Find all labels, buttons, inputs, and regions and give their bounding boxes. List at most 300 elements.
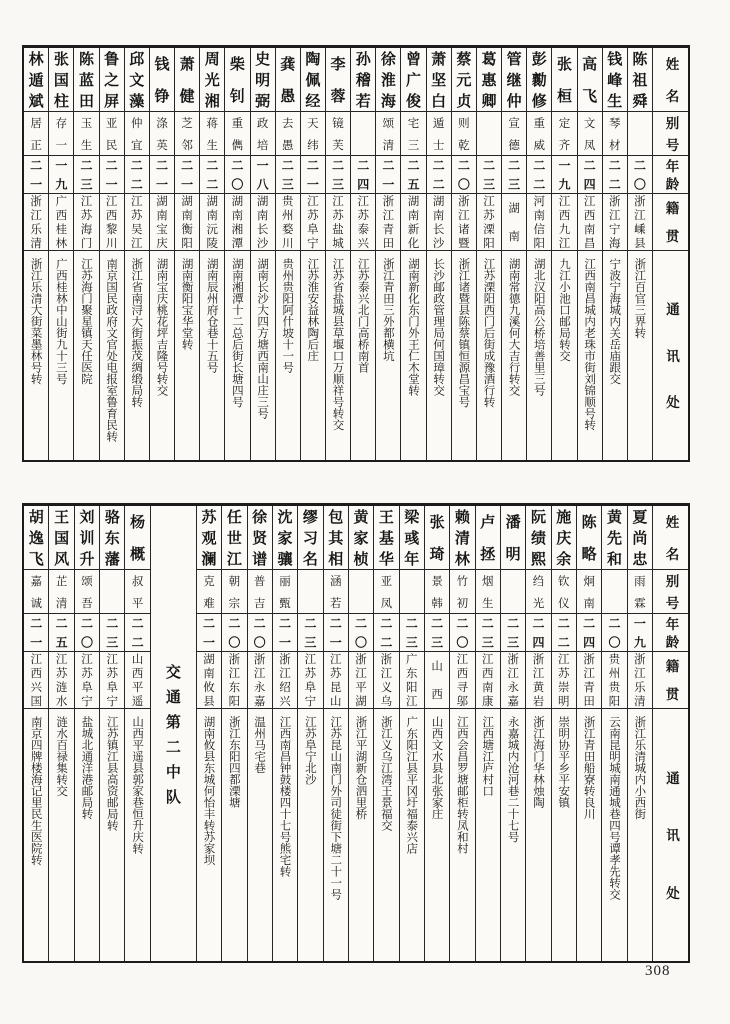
person-column <box>99 48 124 460</box>
alias-cell-char: 仲 <box>129 117 144 129</box>
alias-cell <box>49 112 73 156</box>
native-place-cell-char: 山 <box>430 660 445 672</box>
native-place-cell-char: 化 <box>406 237 421 249</box>
age-cell-char: 〇 <box>454 635 469 648</box>
age-cell <box>628 156 652 194</box>
native-place-cell-char: 江 <box>79 653 94 665</box>
contact-cell-text: 浙江海门华林烛陶 <box>531 716 546 808</box>
native-place-cell-char: 江 <box>303 653 318 665</box>
name-cell-char: 先 <box>604 530 623 545</box>
name-cell <box>578 48 602 112</box>
name-cell-char: 彭 <box>529 51 548 66</box>
header-contact-label-char: 处 <box>663 395 679 409</box>
name-cell <box>376 48 400 112</box>
age-cell <box>477 156 501 194</box>
header-age-label <box>653 156 688 194</box>
alias-cell-char: 南 <box>582 596 597 608</box>
person-column <box>424 506 449 961</box>
native-place-cell <box>301 194 325 251</box>
name-cell-char: 桓 <box>554 87 573 103</box>
age-cell-char: 一 <box>154 177 169 190</box>
native-place-cell-char: 泰 <box>356 223 371 235</box>
age-cell-char: 一 <box>305 177 320 190</box>
native-place-cell <box>100 652 124 709</box>
name-cell-char: 王 <box>52 509 71 524</box>
age-cell-char: 一 <box>328 635 343 648</box>
contact-cell <box>222 709 246 961</box>
alias-cell-char: 诚 <box>29 596 44 608</box>
native-place-cell-char: 苏 <box>105 667 120 679</box>
native-place-cell-char: 南 <box>180 209 195 221</box>
alias-cell-char: 乾 <box>456 138 471 150</box>
age-cell <box>349 614 373 652</box>
age-cell <box>150 156 174 194</box>
age-cell <box>100 614 124 652</box>
name-cell-char: 王 <box>376 509 395 524</box>
age-cell-char: 三 <box>104 635 119 648</box>
native-place-cell-char: 信 <box>532 223 547 235</box>
person-column <box>476 48 501 460</box>
age-cell-char: 一 <box>53 159 68 172</box>
age-cell-char: 二 <box>506 159 521 172</box>
age-cell <box>527 156 551 194</box>
native-place-cell <box>477 194 501 251</box>
native-place-cell-char: 嘉 <box>506 695 521 707</box>
person-column <box>627 506 652 961</box>
name-cell <box>251 48 275 112</box>
alias-cell-char: 烟 <box>480 575 495 587</box>
native-place-cell-char: 山 <box>130 653 145 665</box>
native-place-cell-char: 浙 <box>456 195 471 207</box>
person-column <box>149 48 174 460</box>
alias-cell <box>501 570 525 614</box>
name-cell-char: 藩 <box>102 551 121 566</box>
native-place-cell <box>326 194 350 251</box>
name-cell-char: 黄 <box>351 509 370 524</box>
contact-cell <box>400 709 424 961</box>
age-cell-char: 二 <box>531 159 546 172</box>
age-cell-char: 二 <box>456 159 471 172</box>
age-cell <box>578 156 602 194</box>
alias-cell-char: 居 <box>29 117 44 129</box>
native-place-cell-char: 绍 <box>278 681 293 693</box>
alias-cell-char: 纬 <box>305 138 320 150</box>
contact-cell-text: 湖南攸县东城何怡丰转苏家坝 <box>202 716 217 866</box>
header-native-label <box>653 652 688 709</box>
native-place-cell-char: 苏 <box>556 667 571 679</box>
native-place-cell-char: 江 <box>557 195 572 207</box>
alias-cell-char: 邻 <box>180 138 195 150</box>
native-place-cell <box>251 194 275 251</box>
alias-cell <box>24 112 48 156</box>
contact-cell-text: 江苏泰兴北门高桥南首 <box>356 258 371 373</box>
native-place-cell-char: 林 <box>54 237 69 249</box>
native-place-cell-char: 乐 <box>29 223 44 235</box>
name-cell <box>401 48 425 112</box>
name-cell-char: 其 <box>326 530 345 545</box>
directory-table-bottom <box>22 503 690 963</box>
native-place-cell-char: 湖 <box>201 653 216 665</box>
native-place-cell-char: 岩 <box>531 695 546 707</box>
native-place-cell <box>49 194 73 251</box>
name-cell-char: 相 <box>326 551 345 566</box>
native-place-cell-char: 南 <box>230 209 245 221</box>
age-cell <box>577 614 601 652</box>
person-column <box>551 48 576 460</box>
header-alias-label-char: 号 <box>662 595 679 609</box>
alias-cell-char: 宅 <box>406 117 421 129</box>
native-place-cell-char: 义 <box>379 681 394 693</box>
alias-cell-char: 重 <box>230 117 245 129</box>
native-place-cell-char: 江 <box>480 653 495 665</box>
contact-cell <box>401 251 425 460</box>
age-cell <box>326 156 350 194</box>
name-cell-char: 舜 <box>630 93 649 108</box>
contact-cell <box>49 251 73 460</box>
native-place-cell-char: 苏 <box>356 209 371 221</box>
contact-cell <box>552 709 576 961</box>
alias-cell <box>603 112 627 156</box>
alias-cell-char: 儁 <box>230 138 245 150</box>
native-place-cell-char: 乐 <box>632 681 647 693</box>
name-cell-char: 明 <box>503 545 522 561</box>
native-place-cell-char: 婺 <box>280 223 295 235</box>
name-cell <box>49 506 73 570</box>
contact-cell-text: 九江小池口邮局转交 <box>557 258 572 362</box>
alias-cell <box>425 570 449 614</box>
native-place-cell-char: 江 <box>404 695 419 707</box>
name-cell <box>100 506 124 570</box>
contact-cell-text: 云南昆明城南通城巷四号谭孝先转交 <box>607 716 622 900</box>
header-contact-label-char: 讯 <box>663 828 679 842</box>
native-place-cell-char: 西 <box>430 688 445 700</box>
name-cell <box>527 48 551 112</box>
header-native-label <box>653 194 688 251</box>
native-place-cell-char: 长 <box>255 223 270 235</box>
native-place-cell-char: 东 <box>404 667 419 679</box>
alias-cell-char: 重 <box>532 117 547 129</box>
native-place-cell-char: 衡 <box>180 223 195 235</box>
age-cell <box>526 614 550 652</box>
native-place-cell-char: 西 <box>130 667 145 679</box>
header-age-label-char: 年 <box>662 616 679 630</box>
alias-cell-char: 颂 <box>79 575 94 587</box>
age-cell-char: 二 <box>277 617 292 630</box>
name-cell-char: 萧 <box>177 56 196 72</box>
native-place-cell-char: 南 <box>406 209 421 221</box>
header-age-label-char: 龄 <box>662 177 679 191</box>
person-column <box>525 506 550 961</box>
contact-cell <box>301 251 325 460</box>
person-column <box>272 506 297 961</box>
native-place-cell-char: 永 <box>252 681 267 693</box>
native-place-cell <box>225 194 249 251</box>
native-place-cell <box>577 652 601 709</box>
native-place-cell-char: 江 <box>252 667 267 679</box>
name-cell-char: 祖 <box>630 72 649 87</box>
native-place-cell-char: 浙 <box>632 195 647 207</box>
name-cell-char: 张 <box>427 514 446 530</box>
alias-cell-char: 愚 <box>280 138 295 150</box>
name-cell-char: 名 <box>300 551 319 566</box>
name-cell <box>400 506 424 570</box>
age-cell <box>248 614 272 652</box>
age-cell-char: 二 <box>129 159 144 172</box>
native-place-cell <box>452 194 476 251</box>
alias-cell-char: 镜 <box>331 117 346 129</box>
native-place-cell-char: 新 <box>406 223 421 235</box>
name-cell-char: 陈 <box>579 514 598 530</box>
section-divider-char: 中 <box>163 763 182 779</box>
name-cell-char: 屏 <box>102 93 121 108</box>
name-cell-char: 桢 <box>351 551 370 566</box>
header-alias-label-char: 别 <box>662 574 679 588</box>
name-cell-char: 潘 <box>503 514 522 530</box>
name-cell-char: 铮 <box>152 87 171 103</box>
native-place-cell-char: 攸 <box>201 681 216 693</box>
alias-cell <box>552 112 576 156</box>
native-place-cell-char: 苏 <box>79 667 94 679</box>
name-cell-char: 包 <box>326 509 345 524</box>
age-cell-char: 二 <box>607 159 622 172</box>
alias-cell <box>100 112 124 156</box>
name-cell-char: 略 <box>579 545 598 561</box>
name-cell-char: 施 <box>554 509 573 524</box>
alias-cell <box>526 570 550 614</box>
age-cell-char: 一 <box>201 635 216 648</box>
contact-cell-text: 浙江东阳四都溧塘 <box>227 716 242 808</box>
age-cell-char: 八 <box>255 177 270 190</box>
person-column <box>375 48 400 460</box>
name-cell-char: 健 <box>177 87 196 103</box>
age-cell-char: 一 <box>380 177 395 190</box>
name-cell <box>476 506 500 570</box>
name-cell <box>74 48 98 112</box>
contact-cell-text: 江苏海门聚星镇天任医院 <box>79 258 94 385</box>
page-number: 308 <box>645 963 671 979</box>
name-cell <box>49 48 73 112</box>
native-place-cell-char: 沅 <box>205 223 220 235</box>
contact-cell <box>527 251 551 460</box>
native-place-cell <box>125 652 149 709</box>
native-place-cell-char: 浙 <box>252 653 267 665</box>
contact-cell <box>628 709 652 961</box>
contact-cell <box>125 709 149 961</box>
alias-cell <box>225 112 249 156</box>
native-place-cell <box>628 652 652 709</box>
native-place-cell-char: 江 <box>105 653 120 665</box>
native-place-cell-char: 江 <box>354 667 369 679</box>
alias-cell-char: 生 <box>480 596 495 608</box>
native-place-cell-char: 河 <box>532 195 547 207</box>
age-cell-char: 二 <box>355 159 370 172</box>
person-column <box>348 506 373 961</box>
alias-cell-char: 政 <box>255 117 270 129</box>
native-place-cell-char: 湖 <box>431 195 446 207</box>
name-cell-char: 国 <box>51 72 70 87</box>
native-place-cell-char: 九 <box>557 223 572 235</box>
age-cell-char: 二 <box>78 159 93 172</box>
alias-cell-char: 三 <box>406 138 421 150</box>
native-place-cell-char: 江 <box>632 209 647 221</box>
contact-cell-text: 广东阳江县平冈圩福泰兴店 <box>405 716 420 854</box>
name-cell-char: 卢 <box>478 514 497 530</box>
name-cell-char: 风 <box>52 551 71 566</box>
alias-cell <box>49 570 73 614</box>
native-place-cell-char: 南 <box>507 230 522 242</box>
person-column <box>48 506 73 961</box>
native-place-cell-char: 苏 <box>331 209 346 221</box>
alias-cell <box>502 112 526 156</box>
age-cell-char: 二 <box>204 159 219 172</box>
native-place-cell-char: 江 <box>104 195 119 207</box>
native-place-cell-char: 永 <box>506 681 521 693</box>
name-cell-char: 蓉 <box>328 87 347 103</box>
name-cell-char: 周 <box>202 51 221 66</box>
alias-cell <box>400 570 424 614</box>
age-cell <box>628 614 652 652</box>
native-place-cell-char: 湖 <box>507 202 522 214</box>
name-cell <box>100 48 124 112</box>
contact-cell <box>100 709 124 961</box>
contact-cell-text: 浙江平湖新仓泗里桥 <box>354 716 369 820</box>
name-cell-char: 遁 <box>26 72 45 87</box>
age-cell-char: 二 <box>582 159 597 172</box>
name-cell <box>526 506 550 570</box>
alias-cell <box>248 570 272 614</box>
native-place-cell-char: 湖 <box>154 195 169 207</box>
alias-cell-char: 竹 <box>455 575 470 587</box>
age-cell-char: 二 <box>353 617 368 630</box>
header-contact-label-char: 处 <box>663 885 679 900</box>
contact-cell-text: 湖南衡阳宝华堂转 <box>180 258 195 350</box>
name-cell-char: 钱 <box>605 51 624 66</box>
alias-cell-char: 生 <box>205 138 220 150</box>
native-place-cell-char: 长 <box>431 223 446 235</box>
native-place-cell <box>526 652 550 709</box>
alias-cell <box>326 112 350 156</box>
native-place-cell <box>200 194 224 251</box>
age-cell-char: 二 <box>201 617 216 630</box>
age-cell <box>222 614 246 652</box>
contact-cell-text: 盐城北通洋港邮局转 <box>80 716 95 820</box>
contact-cell <box>74 251 98 460</box>
native-place-cell <box>427 194 451 251</box>
header-contact-label-char: 通 <box>663 770 679 785</box>
alias-cell <box>602 570 626 614</box>
name-cell <box>501 506 525 570</box>
contact-cell <box>49 709 73 961</box>
native-place-cell <box>376 194 400 251</box>
age-cell-char: 二 <box>378 617 393 630</box>
age-cell-char: 九 <box>53 177 68 190</box>
age-cell-char: 二 <box>204 177 219 190</box>
age-cell <box>552 614 576 652</box>
alias-cell <box>401 112 425 156</box>
age-cell <box>401 156 425 194</box>
contact-cell-text: 广西桂林中山街九十三号 <box>54 258 69 385</box>
age-cell-char: 一 <box>28 635 43 648</box>
name-cell-char: 世 <box>224 530 243 545</box>
native-place-cell-char: 江 <box>29 209 44 221</box>
name-cell <box>477 48 501 112</box>
native-place-cell-char: 浙 <box>379 653 394 665</box>
contact-cell-text: 南京四牌楼海记里民生医院转 <box>29 716 44 866</box>
age-cell <box>450 614 474 652</box>
name-cell-char: 刘 <box>77 509 96 524</box>
contact-cell-text: 湖南常德九溪何大吉行转交 <box>507 258 522 396</box>
contact-cell-text: 浙江义乌江湾王景福交 <box>379 716 394 831</box>
native-place-cell-char: 县 <box>632 237 647 249</box>
age-cell-char: 五 <box>54 635 69 648</box>
name-cell <box>326 48 350 112</box>
native-place-cell-char: 浙 <box>29 195 44 207</box>
header-alias-label <box>653 570 688 614</box>
native-place-cell-char: 明 <box>556 695 571 707</box>
alias-cell-char: 绉 <box>531 575 546 587</box>
native-place-cell-char: 宝 <box>154 223 169 235</box>
native-place-cell-char: 宁 <box>105 695 120 707</box>
contact-cell <box>452 251 476 460</box>
age-cell <box>425 614 449 652</box>
age-cell-char: 五 <box>406 177 421 190</box>
alias-cell-char: 天 <box>305 117 320 129</box>
contact-cell-text: 宁波宁海城内关岳庙跟交 <box>608 258 623 385</box>
person-column <box>221 506 246 961</box>
age-cell-char: 二 <box>229 159 244 172</box>
name-cell-char: 弼 <box>253 93 272 108</box>
name-cell-char: 徐 <box>250 509 269 524</box>
native-place-cell-char: 南 <box>201 667 216 679</box>
age-cell-char: 二 <box>252 617 267 630</box>
age-cell-char: 二 <box>481 159 496 172</box>
native-place-cell-char: 庆 <box>154 237 169 249</box>
age-cell <box>200 156 224 194</box>
contact-cell-text: 湖南宝庆桃花坪吉隆号转交 <box>155 258 170 396</box>
name-cell-char: 胡 <box>26 509 45 524</box>
contact-cell <box>603 251 627 460</box>
native-place-cell-char: 阜 <box>105 681 120 693</box>
name-cell-char: 稽 <box>353 72 372 87</box>
native-place-cell-char: 南 <box>154 209 169 221</box>
age-cell-char: 三 <box>480 635 495 648</box>
age-cell-char: 二 <box>226 617 241 630</box>
alias-cell <box>298 570 322 614</box>
native-place-cell-char: 县 <box>201 695 216 707</box>
age-cell-char: 二 <box>530 617 545 630</box>
age-cell <box>49 614 73 652</box>
name-cell-char: 卿 <box>479 93 498 108</box>
contact-cell-text: 贵州贵阳阿什坡十一号 <box>281 258 296 373</box>
age-cell-char: 二 <box>404 617 419 630</box>
name-cell-char: 孙 <box>353 51 372 66</box>
native-place-cell-char: 东 <box>227 681 242 693</box>
alias-cell-char: 琴 <box>607 117 622 129</box>
name-cell-char: 管 <box>504 51 523 66</box>
native-place-cell <box>502 194 526 251</box>
alias-cell <box>75 570 99 614</box>
age-cell-char: 一 <box>255 159 270 172</box>
native-place-cell-char: 江 <box>331 195 346 207</box>
name-cell-char: 飞 <box>26 551 45 566</box>
header-native-label-char: 贯 <box>662 229 679 243</box>
age-cell-char: 〇 <box>229 177 244 190</box>
person-column <box>526 48 551 460</box>
name-cell <box>351 48 375 112</box>
name-cell-char: 庆 <box>554 530 573 545</box>
native-place-cell <box>100 194 124 251</box>
contact-cell <box>552 251 576 460</box>
